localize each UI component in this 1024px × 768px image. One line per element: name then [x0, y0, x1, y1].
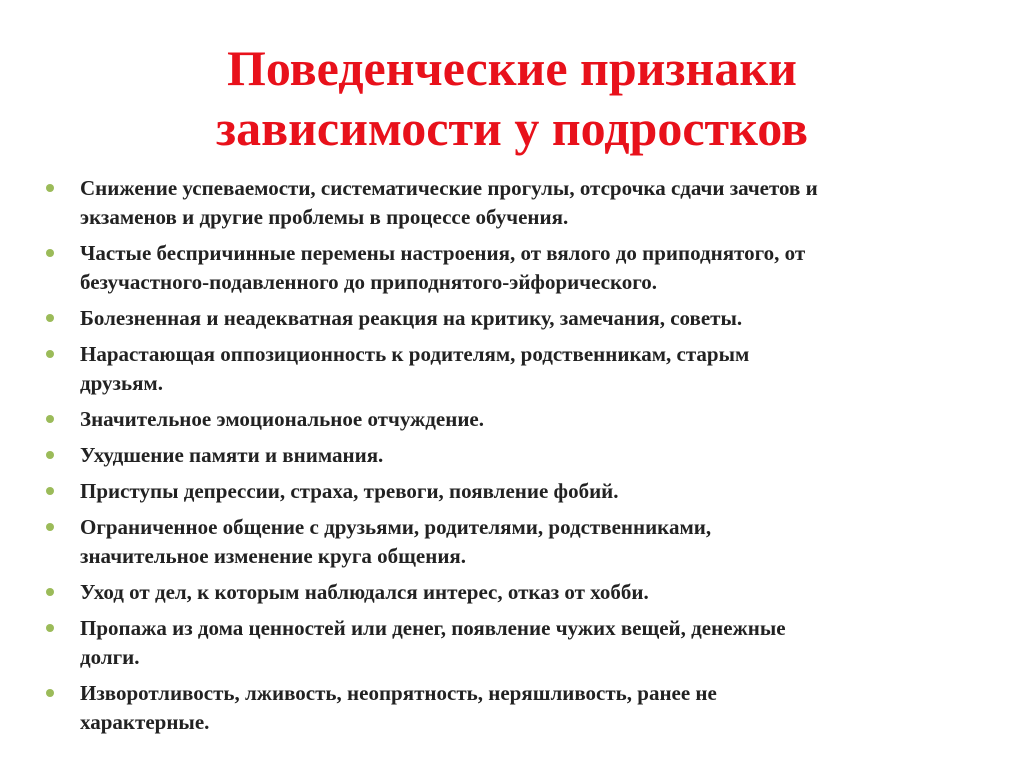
slide-title-line-1: Поведенческие признаки	[227, 40, 797, 96]
list-item-line-2: безучастного-подавленного до приподнятого-эйфорического.	[80, 270, 658, 294]
list-item-line-1: Нарастающая оппозиционность к родителям, родственникам, старым	[80, 342, 750, 366]
list-item	[46, 513, 996, 571]
list-item-line-1: Снижение успеваемости, систематические прогулы, отсрочка сдачи зачетов и	[80, 176, 818, 200]
list-item	[46, 477, 996, 506]
list-item-line-2: значительное изменение круга общения.	[80, 544, 467, 568]
list-item-line-1: Болезненная и неадекватная реакция на критику, замечания, советы.	[80, 306, 743, 330]
list-item	[46, 578, 996, 607]
bullet-dot-icon	[46, 415, 54, 423]
bullet-dot-icon	[46, 624, 54, 632]
bullet-dot-icon	[46, 350, 54, 358]
list-item-line-2: характерные.	[80, 710, 210, 734]
bullet-dot-icon	[46, 588, 54, 596]
list-item-line-1: Ограниченное общение с друзьями, родителями, родственниками,	[80, 515, 712, 539]
list-item-line-1: Ухудшение памяти и внимания.	[80, 443, 384, 467]
bullet-dot-icon	[46, 487, 54, 495]
bullet-dot-icon	[46, 689, 54, 697]
list-item-line-1: Уход от дел, к которым наблюдался интерес, отказ от хобби.	[80, 580, 649, 604]
bullet-list	[46, 174, 996, 744]
list-item	[46, 174, 996, 232]
list-item-line-1: Пропажа из дома ценностей или денег, появление чужих вещей, денежные	[80, 616, 786, 640]
bullet-dot-icon	[46, 523, 54, 531]
list-item-line-1: Значительное эмоциональное отчуждение.	[80, 407, 484, 431]
list-item-line-1: Приступы депрессии, страха, тревоги, появление фобий.	[80, 479, 619, 503]
list-item-line-2: долги.	[80, 645, 140, 669]
list-item	[46, 239, 996, 297]
list-item-line-2: друзьям.	[80, 371, 163, 395]
bullet-dot-icon	[46, 451, 54, 459]
list-item	[46, 405, 996, 434]
list-item	[46, 679, 996, 737]
bullet-dot-icon	[46, 184, 54, 192]
list-item-line-2: экзаменов и другие проблемы в процессе обучения.	[80, 205, 569, 229]
list-item	[46, 614, 996, 672]
list-item-line-1: Частые беспричинные перемены настроения, от вялого до приподнятого, от	[80, 241, 806, 265]
slide-title	[0, 38, 1024, 158]
bullet-dot-icon	[46, 314, 54, 322]
slide-title-line-2: зависимости у подростков	[216, 100, 808, 156]
list-item	[46, 441, 996, 470]
list-item	[46, 304, 996, 333]
list-item	[46, 340, 996, 398]
list-item-line-1: Изворотливость, лживость, неопрятность, неряшливость, ранее не	[80, 681, 717, 705]
bullet-dot-icon	[46, 249, 54, 257]
